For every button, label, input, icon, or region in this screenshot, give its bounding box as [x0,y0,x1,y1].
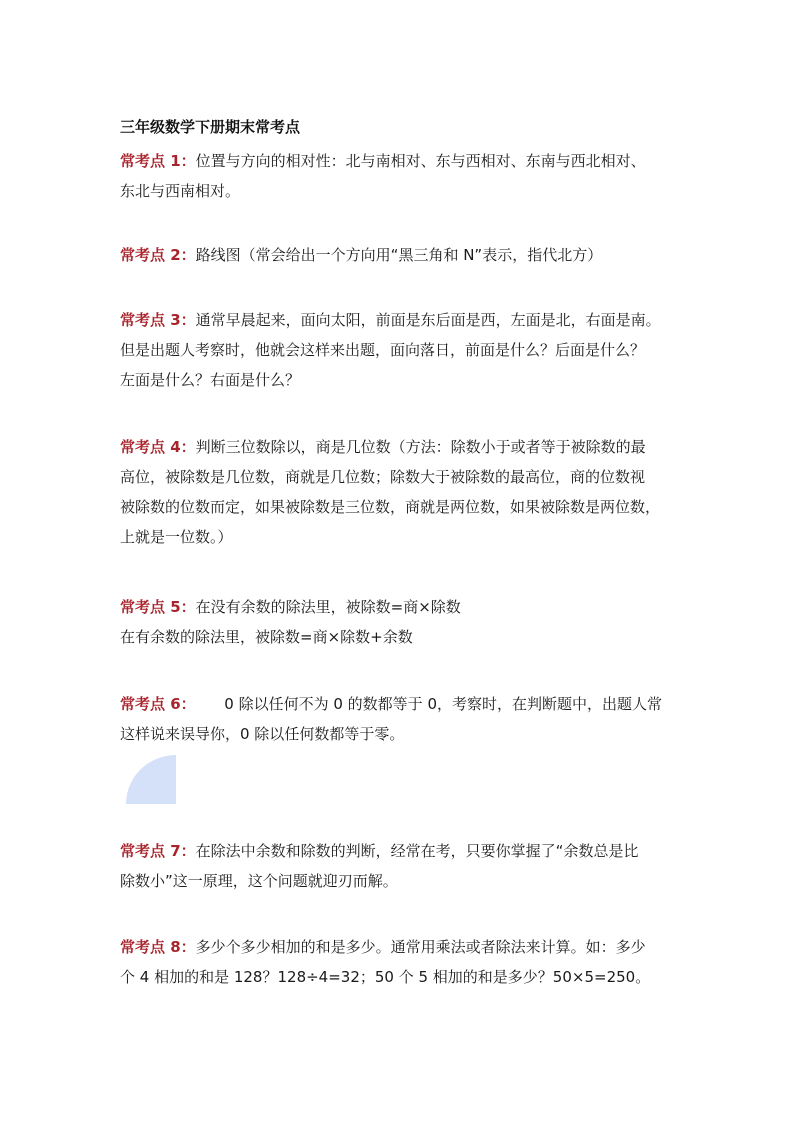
point-2-line-1 [120,240,690,270]
point-6-text-1: 0 除以任何不为 0 的数都等于 0，考察时，在判断题中，出题人常 [195,695,662,713]
point-7-text-1: 在除法中余数和除数的判断，经常在考，只要你掌握了“余数总是比 [195,842,639,860]
point-4-text-2: 高位，被除数是几位数，商就是几位数；除数大于被除数的最高位，商的位数视 [120,468,646,486]
point-1 [120,146,690,206]
point-2-text-1: 路线图（常会给出一个方向用“黑三角和 N”表示，指代北方） [195,246,603,264]
point-1-label: 常考点 1： [120,152,196,170]
point-6 [120,689,690,749]
point-4 [120,432,690,552]
point-8 [120,932,690,992]
quarter-circle-shape [126,755,176,804]
point-2-label: 常考点 2： [120,246,196,264]
point-6-text-2: 这样说来误导你，0 除以任何数都等于零。 [120,725,405,743]
point-3-text-2: 但是出题人考察时，他就会这样来出题，面向落日，前面是什么？后面是什么？ [120,341,646,359]
point-8-line-1 [120,932,690,962]
point-4-text-3: 被除数的位数而定，如果被除数是三位数，商就是两位数，如果被除数是两位数， [120,498,661,516]
point-2 [120,240,690,270]
point-8-text-1: 多少个多少相加的和是多少。通常用乘法或者除法来计算。如：多少 [195,938,646,956]
point-6-line-1 [120,689,690,719]
point-4-line-1 [120,432,690,462]
point-7-label: 常考点 7： [120,842,196,860]
point-5-text-1: 在没有余数的除法里，被除数=商×除数 [195,598,461,616]
point-3-text-1: 通常早晨起来，面向太阳，前面是东后面是西，左面是北，右面是南。 [195,311,661,329]
point-7-line-1 [120,836,690,866]
point-5-text-2: 在有余数的除法里，被除数=商×除数+余数 [120,628,413,646]
point-3-line-1 [120,305,690,335]
point-5-line-1 [120,592,690,622]
document-title: 三年级数学下册期末常考点 [120,118,301,136]
point-8-text-2: 个 4 相加的和是 128？128÷4=32；50 个 5 相加的和是多少？50×5=250。 [120,968,651,986]
point-6-label: 常考点 6： [120,695,196,713]
point-1-text-1: 位置与方向的相对性：北与南相对、东与西相对、东南与西北相对、 [195,152,646,170]
point-8-label: 常考点 8： [120,938,196,956]
point-3 [120,305,690,395]
point-3-text-3: 左面是什么？右面是什么？ [120,371,301,389]
point-7 [120,836,690,896]
point-4-label: 常考点 4： [120,438,196,456]
point-3-label: 常考点 3： [120,311,196,329]
point-1-line-1 [120,146,690,176]
point-5 [120,592,690,652]
point-5-label: 常考点 5： [120,598,196,616]
point-1-text-2: 东北与西南相对。 [120,182,241,200]
point-4-text-1: 判断三位数除以，商是几位数（方法：除数小于或者等于被除数的最 [195,438,646,456]
point-4-text-4: 上就是一位数。） [120,528,233,546]
point-7-text-2: 除数小”这一原理，这个问题就迎刃而解。 [120,872,398,890]
